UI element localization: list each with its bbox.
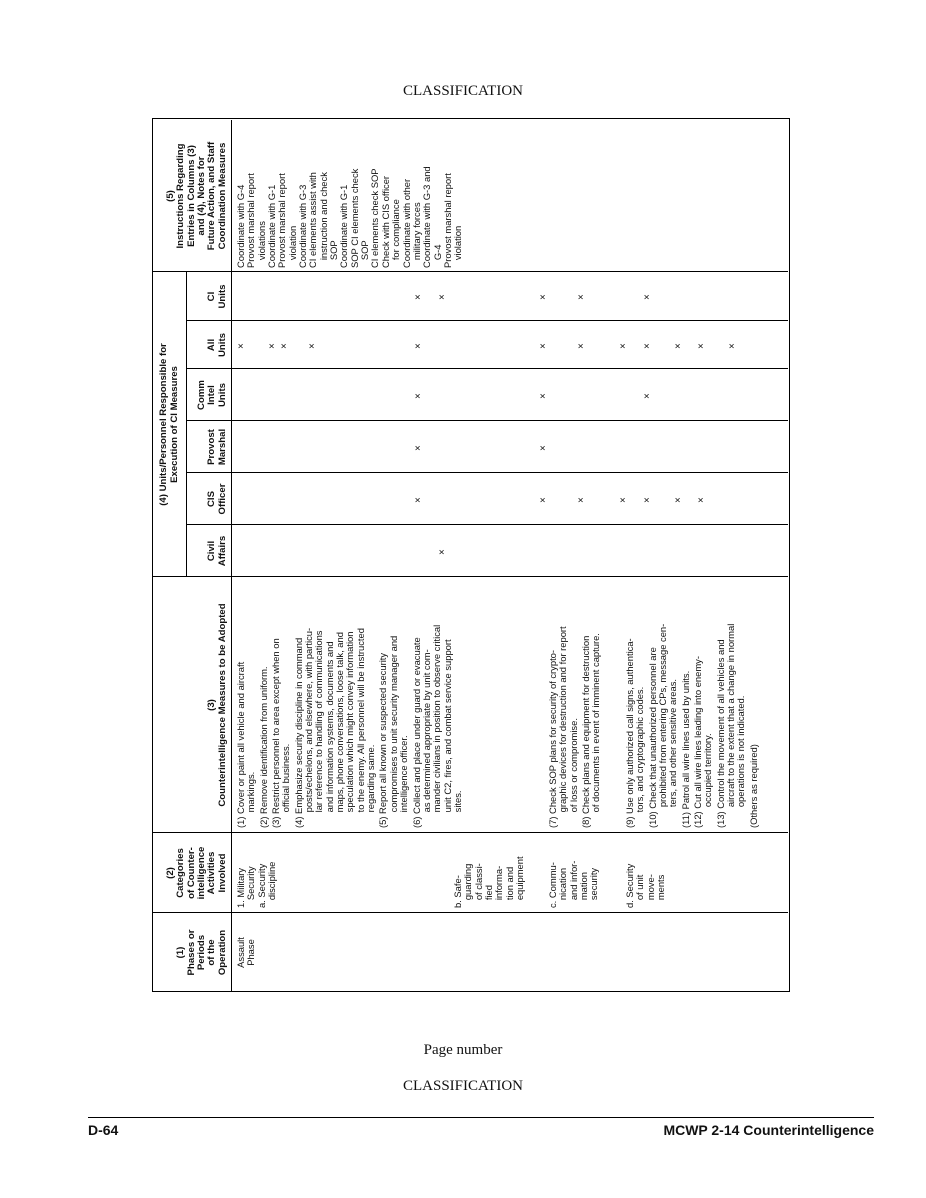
x-mark: × — [696, 497, 707, 503]
measures-group-1: (1) Cover or paint all vehicle and aircraft markings. (2) Remove identification from uniform. (3) Restrict personnel to area except when on official business. (4) Emphasize security discipline in command posts/echelons, and elsewhere, with particu- lar reference to handling of communications and information systems, documents and maps, phone conversations, loose talk, and speculation which might convey information to the enemy. All personnel will be instructed regarding same. (5) Report all known or suspected security compromises to unit security manager and intelligence officer. (6) Collect and place under guard or evacuate as determined appropriate by unit com- mander civilians in position to observe critical unit C2, fires, and combat service support sites. — [235, 624, 463, 828]
footer-publication-title: MCWP 2-14 Counterintelligence — [663, 1122, 874, 1138]
header-provost-marshal: Provost Marshal — [206, 428, 228, 466]
phase-cell: Assault Phase — [235, 937, 257, 968]
header-rule — [231, 120, 232, 992]
x-mark: × — [673, 497, 684, 503]
x-mark: × — [673, 343, 684, 349]
x-mark: × — [236, 343, 247, 349]
header-units: (4) Units/Personnel Responsible for Execution of CI Measures — [158, 343, 180, 506]
header-cis-officer: CIS Officer — [206, 483, 228, 515]
x-mark: × — [279, 343, 290, 349]
classification-bottom: CLASSIFICATION — [402, 1078, 523, 1094]
header-categories: (2) Categories of Counter- intelligence Activities Involved — [164, 846, 228, 900]
x-mark: × — [267, 343, 278, 349]
counterintelligence-table — [152, 118, 790, 992]
x-mark: × — [413, 393, 424, 399]
x-mark: × — [696, 343, 707, 349]
col-divider — [152, 576, 788, 577]
page-number: Page number — [423, 1042, 503, 1058]
col-divider — [152, 832, 788, 833]
measures-group-2: (7) Check SOP plans for security of crypto- graphic devices for destruction and for report of loss or compromise. (8) Check plans and equipment for destruction of documents in event of imminent capture. — [547, 626, 602, 828]
x-mark: × — [538, 497, 549, 503]
header-ci-units: CI Units — [206, 284, 228, 309]
x-mark: × — [413, 445, 424, 451]
x-mark: × — [576, 343, 587, 349]
x-mark: × — [413, 294, 424, 300]
x-mark: × — [618, 343, 629, 349]
x-mark: × — [618, 497, 629, 503]
x-mark: × — [642, 343, 653, 349]
x-mark: × — [576, 497, 587, 503]
category-military-security: 1. Military Security a. Security discipline — [235, 861, 278, 908]
category-communication: c. Commu- nication and infor- mation security — [547, 860, 600, 908]
header-measures: (3) Counterintelligence Measures to be Adopted — [206, 603, 228, 807]
header-phases: (1) Phases or Periods of the Operation — [175, 929, 228, 976]
footer-rule — [88, 1117, 874, 1118]
x-mark: × — [538, 343, 549, 349]
classification-top: CLASSIFICATION — [402, 83, 523, 99]
x-mark: × — [642, 294, 653, 300]
category-safeguarding: b. Safe- guarding of classi- fied informa- tion and equipment — [452, 856, 526, 908]
col-divider — [186, 420, 788, 421]
x-mark: × — [538, 393, 549, 399]
x-mark: × — [727, 343, 738, 349]
x-mark: × — [307, 343, 318, 349]
x-mark: × — [538, 294, 549, 300]
header-civil-affairs: Civil Affairs — [206, 535, 228, 567]
header-all-units: All Units — [206, 333, 228, 357]
category-unit-movements: d. Security of unit move- ments — [624, 863, 667, 908]
x-mark: × — [437, 549, 448, 555]
footer-page-id: D-64 — [88, 1122, 119, 1138]
x-mark: × — [437, 294, 448, 300]
x-mark: × — [413, 497, 424, 503]
instructions-cell: Coordinate with G-4 Provost marshal report violations Coordinate with G-1 Provost marshal report violation Coordinate with G-3 CI elements assist with instruction and check SOP Coordinate with G-1 SOP CI elements check SOP CI elements check SOP Check with CIS officer for compliance Coordinate with other military forces Coordinate with G-3 and G-4 Provost marshal report violation — [235, 166, 464, 268]
header-rule — [186, 272, 187, 577]
x-mark: × — [642, 497, 653, 503]
x-mark: × — [642, 393, 653, 399]
measures-group-3: (9) Use only authorized call signs, authentica- tors, and cryptographic codes. (10) Check that unauthorized personnel are prohibited from entering CPs, message cen- ters, and other sensitive areas. (11) Patrol all wire lines used by units. (12) Cut all wire lines leading into enemy- occupied territory. (13) Control the movement of all vehicles and aircraft to the extent that a change in normal operations is not indicated. (Others as required) — [624, 623, 759, 828]
col-divider — [186, 368, 788, 369]
x-mark: × — [413, 343, 424, 349]
header-comm-intel-units: Comm Intel Units — [195, 380, 228, 410]
header-instructions: (5) Instructions Regarding Entries in Columns (3) and (4), Notes for Future Action, and Staff Coordination Measures — [164, 141, 228, 251]
col-divider — [186, 524, 788, 525]
col-divider — [152, 271, 788, 272]
col-divider — [186, 472, 788, 473]
x-mark: × — [576, 294, 587, 300]
x-mark: × — [538, 445, 549, 451]
col-divider — [186, 320, 788, 321]
